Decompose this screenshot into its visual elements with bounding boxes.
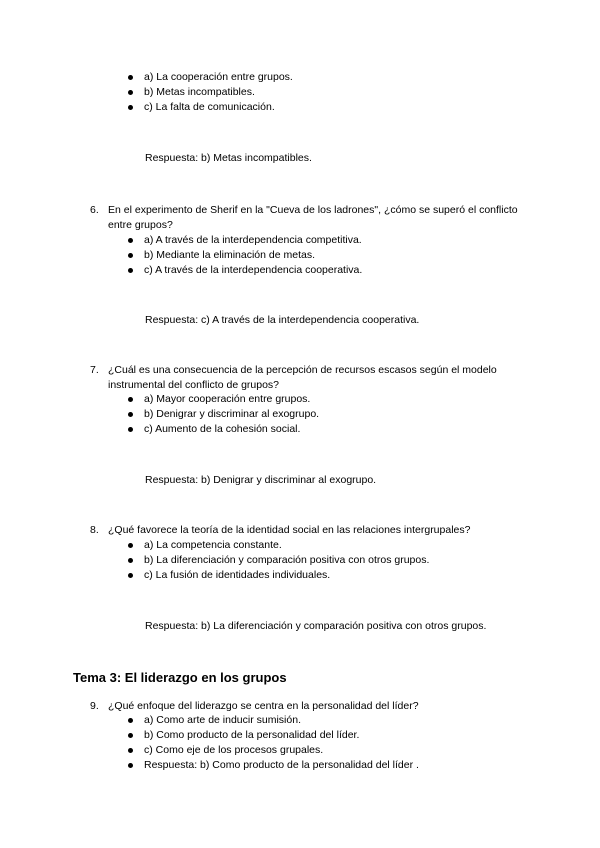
question-number: 6.: [90, 204, 99, 216]
option-a: a) Mayor cooperación entre grupos.: [128, 392, 319, 407]
option-a: a) A través de la interdependencia competitiva.: [128, 233, 362, 248]
question-8-options: [128, 538, 429, 583]
option-c: c) Como eje de los procesos grupales.: [128, 743, 419, 758]
question-text: ¿Cuál es una consecuencia de la percepción de recursos escasos según el modelo instrumental del conflicto de grupos?: [108, 364, 497, 391]
question-9: [90, 699, 520, 714]
bullet-icon: [128, 558, 133, 563]
bullet-icon: [128, 268, 133, 273]
option-c: c) La falta de comunicación.: [128, 100, 293, 115]
question-text: ¿Qué enfoque del liderazgo se centra en la personalidad del líder?: [108, 700, 419, 712]
bullet-icon: [128, 75, 133, 80]
option-b: b) Denigrar y discriminar al exogrupo.: [128, 407, 319, 422]
question-8-answer: Respuesta: b) La diferenciación y comparación positiva con otros grupos.: [145, 620, 487, 632]
bullet-icon: [128, 90, 133, 95]
bullet-icon: [128, 397, 133, 402]
option-a: a) La competencia constante.: [128, 538, 429, 553]
question-6-options: [128, 233, 362, 278]
option-b: b) Como producto de la personalidad del líder.: [128, 728, 419, 743]
bullet-icon: [128, 748, 133, 753]
option-c: c) Aumento de la cohesión social.: [128, 422, 319, 437]
bullet-icon: [128, 105, 133, 110]
option-a: a) La cooperación entre grupos.: [128, 70, 293, 85]
option-b: b) La diferenciación y comparación positiva con otros grupos.: [128, 553, 429, 568]
question-7-answer: Respuesta: b) Denigrar y discriminar al exogrupo.: [145, 474, 377, 486]
option-c: c) La fusión de identidades individuales.: [128, 568, 429, 583]
bullet-icon: [128, 253, 133, 258]
bullet-icon: [128, 427, 133, 432]
question-7: [90, 363, 520, 393]
question-text: ¿Qué favorece la teoría de la identidad social en las relaciones intergrupales?: [108, 524, 471, 536]
question-9-answer: Respuesta: b) Como producto de la personalidad del líder .: [128, 758, 419, 773]
question-7-options: [128, 392, 319, 437]
option-c: c) A través de la interdependencia cooperativa.: [128, 263, 362, 278]
bullet-icon: [128, 543, 133, 548]
option-b: b) Mediante la eliminación de metas.: [128, 248, 362, 263]
question-number: 9.: [90, 700, 99, 712]
option-b: b) Metas incompatibles.: [128, 85, 293, 100]
question-6: [90, 203, 520, 233]
bullet-icon: [128, 763, 133, 768]
bullet-icon: [128, 238, 133, 243]
section-heading: Tema 3: El liderazgo en los grupos: [73, 670, 287, 685]
question-number: 8.: [90, 524, 99, 536]
question-number: 7.: [90, 364, 99, 376]
question-8: [90, 523, 520, 538]
bullet-icon: [128, 718, 133, 723]
bullet-icon: [128, 573, 133, 578]
question-9-options: [128, 713, 419, 773]
question-6-answer: Respuesta: c) A través de la interdependencia cooperativa.: [145, 314, 420, 326]
bullet-icon: [128, 412, 133, 417]
question-text: En el experimento de Sherif en la "Cueva de los ladrones", ¿cómo se superó el conflicto entre grupos?: [108, 204, 518, 231]
bullet-icon: [128, 733, 133, 738]
question-5-options: [128, 70, 293, 115]
option-a: a) Como arte de inducir sumisión.: [128, 713, 419, 728]
question-5-answer: Respuesta: b) Metas incompatibles.: [145, 152, 312, 164]
